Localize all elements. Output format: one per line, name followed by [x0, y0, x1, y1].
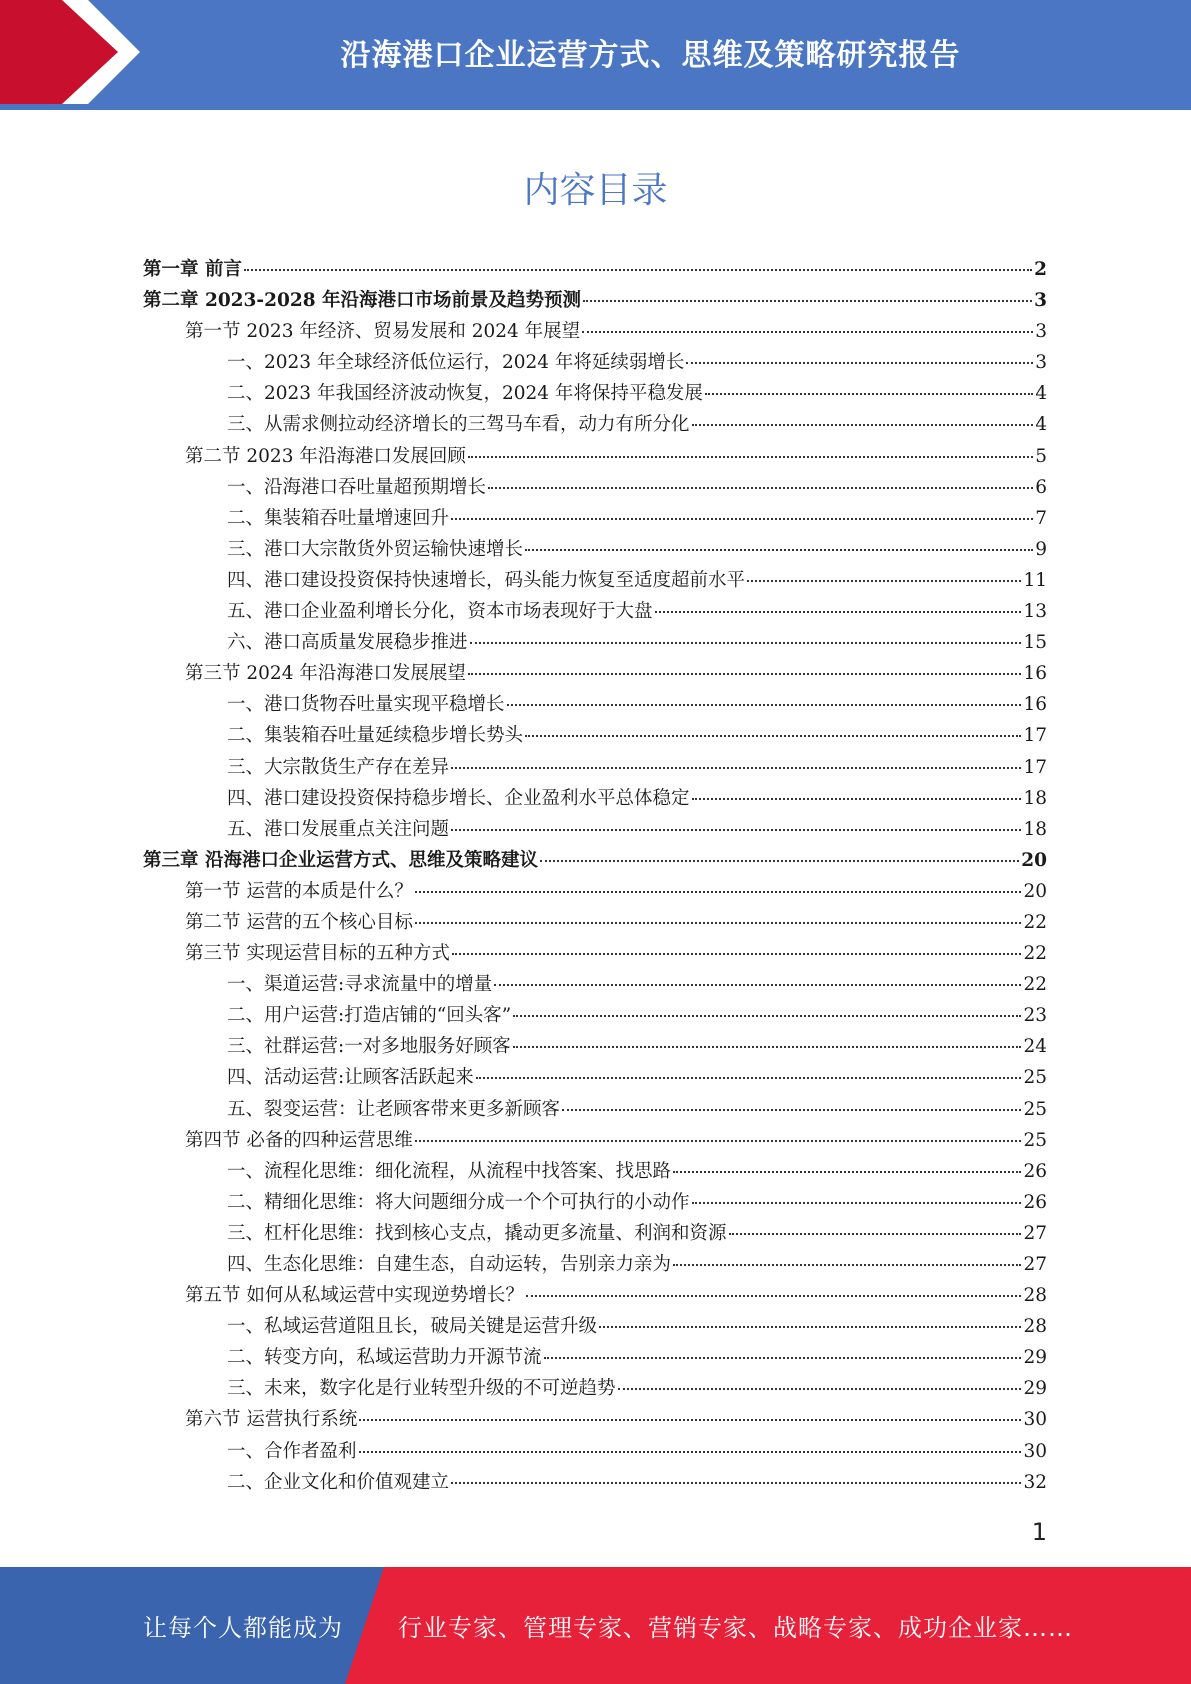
toc-entry-title: 四、港口建设投资保持快速增长，码头能力恢复至适度超前水平: [227, 569, 746, 591]
toc-entry-title: 第一节 运营的本质是什么？: [185, 880, 413, 902]
toc-entry-title: 一、合作者盈利: [227, 1440, 357, 1462]
toc-dot-leader: [494, 984, 1021, 986]
toc-subsection-entry[interactable]: [143, 347, 1047, 378]
toc-chapter-entry[interactable]: [143, 254, 1047, 285]
toc-dot-leader: [451, 1482, 1021, 1484]
toc-dot-leader: [476, 1077, 1022, 1079]
toc-entry-page: 28: [1023, 1316, 1047, 1338]
toc-dot-leader: [655, 611, 1022, 613]
toc-section-entry[interactable]: [143, 1280, 1047, 1311]
toc-section-entry[interactable]: [143, 316, 1047, 347]
toc-entry-page: 13: [1023, 601, 1047, 623]
toc-subsection-entry[interactable]: [143, 1094, 1047, 1125]
toc-entry-page: 30: [1023, 1440, 1047, 1462]
toc-subsection-entry[interactable]: [143, 1000, 1047, 1031]
toc-entry-page: 3: [1035, 352, 1047, 374]
toc-entry-title: 第三节 2024 年沿海港口发展展望: [185, 663, 466, 685]
toc-entry-title: 三、大宗散货生产存在差异: [227, 756, 450, 778]
toc-subsection-entry[interactable]: [143, 565, 1047, 596]
toc-section-entry[interactable]: [143, 1404, 1047, 1435]
toc-entry-title: 二、转变方向，私域运营助力开源节流: [227, 1347, 542, 1369]
toc-dot-leader: [525, 735, 1021, 737]
toc-entry-title: 一、渠道运营:寻求流量中的增量: [227, 974, 493, 996]
toc-dot-leader: [673, 1171, 1021, 1173]
toc-entry-page: 2: [1034, 259, 1047, 280]
toc-subsection-entry[interactable]: [143, 1156, 1047, 1187]
toc-entry-title: 六、港口高质量发展稳步推进: [227, 632, 468, 654]
toc-section-entry[interactable]: [143, 1125, 1047, 1156]
toc-entry-page: 26: [1023, 1191, 1047, 1213]
toc-entry-page: 6: [1035, 476, 1047, 498]
toc-dot-leader: [747, 580, 1021, 582]
toc-dot-leader: [562, 1109, 1021, 1111]
toc-entry-title: 三、杠杆化思维：找到核心支点，撬动更多流量、利润和资源: [227, 1222, 727, 1244]
toc-entry-page: 5: [1035, 445, 1047, 467]
header-chevron-icon: [0, 0, 160, 110]
toc-dot-leader: [468, 456, 1033, 458]
toc-entry-title: 三、社群运营:一对多地服务好顾客: [227, 1036, 511, 1058]
toc-entry-title: 第二节 2023 年沿海港口发展回顾: [185, 445, 466, 467]
toc-dot-leader: [544, 1357, 1022, 1359]
toc-entry-title: 第六节 运营执行系统: [185, 1409, 358, 1431]
toc-dot-leader: [686, 362, 1033, 364]
toc-entry-page: 28: [1023, 1285, 1047, 1307]
toc-subsection-entry[interactable]: [143, 627, 1047, 658]
toc-entry-page: 4: [1035, 383, 1047, 405]
toc-heading: 内容目录: [523, 170, 668, 211]
toc-entry-title: 一、沿海港口吞吐量超预期增长: [227, 476, 487, 498]
toc-entry-title: 第五节 如何从私域运营中实现逆势增长？: [185, 1285, 524, 1307]
toc-entry-title: 二、用户运营:打造店铺的“回头客”: [227, 1005, 512, 1027]
toc-entry-title: 二、精细化思维：将大问题细分成一个个可执行的小动作: [227, 1191, 690, 1213]
toc-entry-page: 18: [1023, 787, 1047, 809]
toc-dot-leader: [526, 1295, 1022, 1297]
toc-subsection-entry[interactable]: [143, 783, 1047, 814]
toc-entry-page: 17: [1023, 725, 1047, 747]
toc-dot-leader: [692, 798, 1022, 800]
toc-subsection-entry[interactable]: [143, 596, 1047, 627]
toc-section-entry[interactable]: [143, 876, 1047, 907]
toc-subsection-entry[interactable]: [143, 689, 1047, 720]
toc-entry-page: 26: [1023, 1160, 1047, 1182]
toc-dot-leader: [705, 393, 1033, 395]
toc-section-entry[interactable]: [143, 907, 1047, 938]
toc-subsection-entry[interactable]: [143, 472, 1047, 503]
toc-entry-page: 3: [1034, 290, 1047, 312]
toc-dot-leader: [451, 829, 1021, 831]
toc-dot-leader: [525, 549, 1033, 551]
toc-subsection-entry[interactable]: [143, 752, 1047, 783]
toc-subsection-entry[interactable]: [143, 1031, 1047, 1062]
toc-entry-page: 27: [1023, 1254, 1047, 1275]
toc-entry-title: 四、生态化思维：自建生态，自动运转，告别亲力亲为: [227, 1254, 672, 1275]
toc-entry-page: 3: [1035, 321, 1047, 343]
toc-entry-page: 23: [1023, 1005, 1047, 1027]
toc-entry-title: 一、流程化思维：细化流程，从流程中找答案、找思路: [227, 1160, 672, 1182]
toc-subsection-entry[interactable]: [143, 1249, 1047, 1280]
toc-entry-page: 25: [1023, 1129, 1047, 1151]
toc-entry-page: 16: [1023, 663, 1047, 685]
toc-entry-title: 第四节 必备的四种运营思维: [185, 1129, 413, 1151]
toc-subsection-entry[interactable]: [143, 720, 1047, 751]
toc-entry-page: 24: [1023, 1036, 1047, 1058]
toc-entry-title: 第一章 前言: [143, 259, 242, 280]
document-title: 沿海港口企业运营方式、思维及策略研究报告: [340, 38, 961, 73]
toc-subsection-entry[interactable]: [143, 969, 1047, 1000]
toc-entry-title: 一、2023 年全球经济低位运行，2024 年将延续弱增长: [227, 352, 685, 374]
toc-subsection-entry[interactable]: [143, 1436, 1047, 1467]
toc-dot-leader: [451, 767, 1021, 769]
toc-dot-leader: [618, 1388, 1022, 1390]
toc-entry-page: 9: [1035, 538, 1047, 560]
toc-dot-leader: [513, 1046, 1022, 1048]
toc-dot-leader: [673, 1264, 1021, 1266]
toc-entry-page: 27: [1023, 1222, 1047, 1244]
toc-dot-leader: [415, 922, 1022, 924]
toc-dot-leader: [692, 1202, 1022, 1204]
toc-entry-title: 一、私域运营道阻且长，破局关键是运营升级: [227, 1316, 598, 1338]
toc-entry-title: 一、港口货物吞吐量实现平稳增长: [227, 694, 505, 716]
toc-entry-title: 二、集装箱吞吐量增速回升: [227, 507, 450, 529]
toc-dot-leader: [513, 1015, 1021, 1017]
toc-dot-leader: [583, 300, 1032, 302]
footer-banner: [0, 1567, 1191, 1684]
toc-dot-leader: [692, 424, 1034, 426]
page-number: 1: [1031, 1518, 1047, 1546]
footer-slogan-left: 让每个人都能成为: [143, 1614, 343, 1642]
toc-entry-title: 四、活动运营:让顾客活跃起来: [227, 1067, 474, 1089]
toc-entry-title: 二、企业文化和价值观建立: [227, 1471, 450, 1493]
toc-subsection-entry[interactable]: [143, 1311, 1047, 1342]
toc-dot-leader: [729, 1233, 1022, 1235]
toc-entry-page: 32: [1023, 1471, 1047, 1493]
toc-entry-page: 20: [1021, 849, 1047, 871]
toc-section-entry[interactable]: [143, 938, 1047, 969]
toc-subsection-entry[interactable]: [143, 409, 1047, 440]
toc-entry-page: 25: [1023, 1067, 1047, 1089]
toc-entry-page: 7: [1035, 507, 1047, 529]
toc-dot-leader: [359, 1451, 1022, 1453]
toc-chapter-entry[interactable]: [143, 285, 1047, 316]
table-of-contents: [143, 254, 1047, 1498]
toc-chapter-entry[interactable]: [143, 845, 1047, 876]
toc-entry-title: 三、港口大宗散货外贸运输快速增长: [227, 538, 524, 560]
toc-entry-page: 29: [1023, 1378, 1047, 1400]
toc-entry-page: 18: [1023, 818, 1047, 840]
toc-entry-page: 25: [1023, 1098, 1047, 1120]
footer-slogan-right: 行业专家、管理专家、营销专家、战略专家、成功企业家……: [398, 1614, 1073, 1642]
header-banner: [0, 0, 1191, 110]
toc-entry-title: 五、裂变运营：让老顾客带来更多新顾客: [227, 1098, 561, 1120]
toc-entry-title: 第二节 运营的五个核心目标: [185, 911, 413, 933]
toc-entry-page: 20: [1023, 880, 1047, 902]
toc-entry-title: 二、2023 年我国经济波动恢复，2024 年将保持平稳发展: [227, 383, 703, 405]
toc-dot-leader: [451, 518, 1033, 520]
toc-subsection-entry[interactable]: [143, 503, 1047, 534]
toc-entry-title: 二、集装箱吞吐量延续稳步增长势头: [227, 725, 524, 747]
toc-entry-page: 11: [1023, 569, 1047, 591]
toc-subsection-entry[interactable]: [143, 534, 1047, 565]
toc-subsection-entry[interactable]: [143, 1062, 1047, 1093]
toc-subsection-entry[interactable]: [143, 814, 1047, 845]
toc-dot-leader: [488, 487, 1033, 489]
toc-entry-title: 五、港口发展重点关注问题: [227, 818, 450, 840]
toc-subsection-entry[interactable]: [143, 1187, 1047, 1218]
toc-entry-page: 17: [1023, 756, 1047, 778]
toc-dot-leader: [582, 331, 1033, 333]
toc-subsection-entry[interactable]: [143, 1467, 1047, 1498]
toc-dot-leader: [470, 642, 1022, 644]
toc-entry-page: 22: [1023, 974, 1047, 996]
toc-dot-leader: [244, 269, 1032, 271]
toc-dot-leader: [468, 673, 1022, 675]
toc-dot-leader: [507, 704, 1022, 706]
toc-entry-title: 三、从需求侧拉动经济增长的三驾马车看，动力有所分化: [227, 414, 690, 436]
toc-entry-title: 第三章 沿海港口企业运营方式、思维及策略建议: [143, 849, 538, 871]
toc-entry-title: 第三节 实现运营目标的五种方式: [185, 943, 450, 965]
toc-dot-leader: [599, 1326, 1021, 1328]
toc-dot-leader: [415, 891, 1022, 893]
toc-dot-leader: [540, 860, 1019, 862]
toc-section-entry[interactable]: [143, 441, 1047, 472]
toc-subsection-entry[interactable]: [143, 1342, 1047, 1373]
toc-entry-title: 五、港口企业盈利增长分化，资本市场表现好于大盘: [227, 601, 653, 623]
toc-entry-title: 第一节 2023 年经济、贸易发展和 2024 年展望: [185, 321, 581, 343]
toc-subsection-entry[interactable]: [143, 1218, 1047, 1249]
toc-entry-page: 30: [1023, 1409, 1047, 1431]
toc-subsection-entry[interactable]: [143, 378, 1047, 409]
toc-entry-page: 22: [1023, 943, 1047, 965]
toc-entry-page: 4: [1035, 414, 1047, 436]
toc-entry-page: 29: [1023, 1347, 1047, 1369]
toc-entry-page: 15: [1023, 632, 1047, 654]
toc-dot-leader: [359, 1419, 1021, 1421]
toc-dot-leader: [415, 1140, 1022, 1142]
toc-entry-title: 第二章 2023-2028 年沿海港口市场前景及趋势预测: [143, 290, 582, 312]
toc-entry-page: 16: [1023, 694, 1047, 716]
toc-subsection-entry[interactable]: [143, 1373, 1047, 1404]
toc-dot-leader: [452, 953, 1022, 955]
toc-entry-page: 22: [1023, 911, 1047, 933]
toc-entry-title: 四、港口建设投资保持稳步增长、企业盈利水平总体稳定: [227, 787, 690, 809]
toc-entry-title: 三、未来，数字化是行业转型升级的不可逆趋势: [227, 1378, 616, 1400]
toc-section-entry[interactable]: [143, 658, 1047, 689]
